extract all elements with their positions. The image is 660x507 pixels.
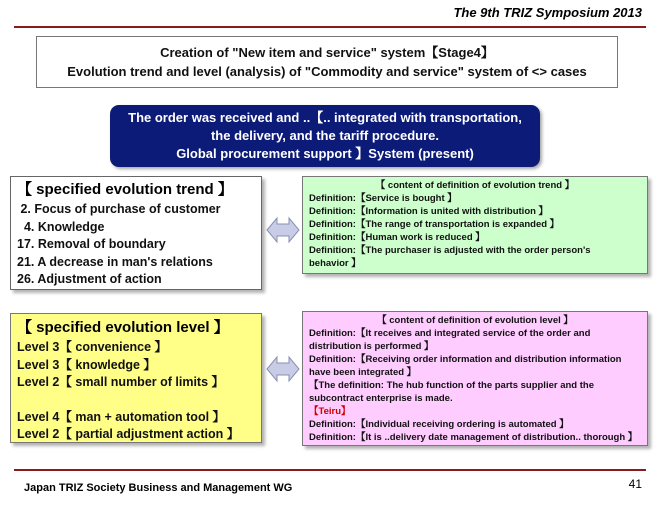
- definition-line: behavior 】: [309, 258, 361, 269]
- definition-line: Definition:【The range of transportation is expanded 】: [309, 219, 560, 230]
- slide-title-line-1: Creation of "New item and service" system【Stage4】: [160, 45, 494, 60]
- definition-line: distribution is performed 】: [309, 341, 434, 352]
- level-item: Level 3【 knowledge 】: [17, 357, 156, 372]
- trend-item: 17. Removal of boundary: [17, 237, 166, 251]
- banner-line-2: the delivery, and the tariff procedure.: [210, 128, 440, 143]
- symposium-title: The 9th TRIZ Symposium 2013: [453, 5, 642, 20]
- slide-title-box: [36, 36, 618, 88]
- trend-definition-box: [302, 176, 648, 274]
- definition-line: subcontract enterprise is made.: [309, 393, 453, 404]
- definition-line: Definition:【Service is bought 】: [309, 193, 457, 204]
- definition-line: have been integrated 】: [309, 367, 417, 378]
- definition-line: Definition:【The purchaser is adjusted with the order person's: [309, 245, 591, 256]
- definition-line: 【The definition: The hub function of the parts supplier and the: [309, 380, 594, 391]
- level-spacer: [17, 392, 255, 409]
- evolution-trend-heading: 【 specified evolution trend 】: [17, 181, 233, 198]
- definition-line: Definition:【It receives and integrated service of the order and: [309, 328, 591, 339]
- banner-line-3: Global procurement support 】System (present): [176, 146, 474, 161]
- definition-line: Definition:【Information is united with distribution 】: [309, 206, 549, 217]
- level-definition-box: [302, 311, 648, 446]
- teiru-note: 【Teiru】: [309, 406, 351, 417]
- definition-line: Definition:【Human work is reduced 】: [309, 232, 485, 243]
- evolution-trend-box: [10, 176, 262, 290]
- footer-organization: Japan TRIZ Society Business and Management WG: [24, 482, 293, 494]
- trend-item: 21. A decrease in man's relations: [17, 254, 213, 269]
- evolution-level-heading: 【 specified evolution level 】: [17, 319, 229, 336]
- definition-line: Definition:【Individual receiving ordering is automated 】: [309, 419, 569, 430]
- trend-definition-heading: 【 content of definition of evolution trend 】: [375, 180, 575, 191]
- slide-title-line-2: Evolution trend and level (analysis) of "Commodity and service" system of <> cases: [67, 64, 587, 79]
- double-arrow-icon: [266, 215, 300, 245]
- trend-item: 26. Adjustment of action: [17, 272, 162, 286]
- trend-item: 4. Knowledge: [17, 219, 105, 234]
- system-banner: [110, 105, 540, 167]
- evolution-level-box: [10, 313, 262, 443]
- level-definition-heading: 【 content of definition of evolution level 】: [377, 315, 573, 326]
- definition-line: Definition:【Receiving order information and distribution information: [309, 354, 622, 365]
- level-item: Level 4【 man + automation tool 】: [17, 409, 226, 424]
- page-number: 41: [628, 477, 642, 491]
- trend-item: 2. Focus of purchase of customer: [17, 202, 221, 216]
- bottom-divider: [14, 469, 646, 471]
- definition-line: Definition:【It is ..delivery date management of distribution.. thorough 】: [309, 432, 638, 443]
- banner-line-1: The order was received and ..【.. integrated with transportation,: [128, 110, 522, 125]
- double-arrow-icon: [266, 354, 300, 384]
- level-item: Level 2【 small number of limits 】: [17, 375, 225, 389]
- level-item: Level 3【 convenience 】: [17, 340, 168, 354]
- top-divider: [14, 26, 646, 28]
- level-item: Level 2【 partial adjustment action 】: [17, 427, 240, 441]
